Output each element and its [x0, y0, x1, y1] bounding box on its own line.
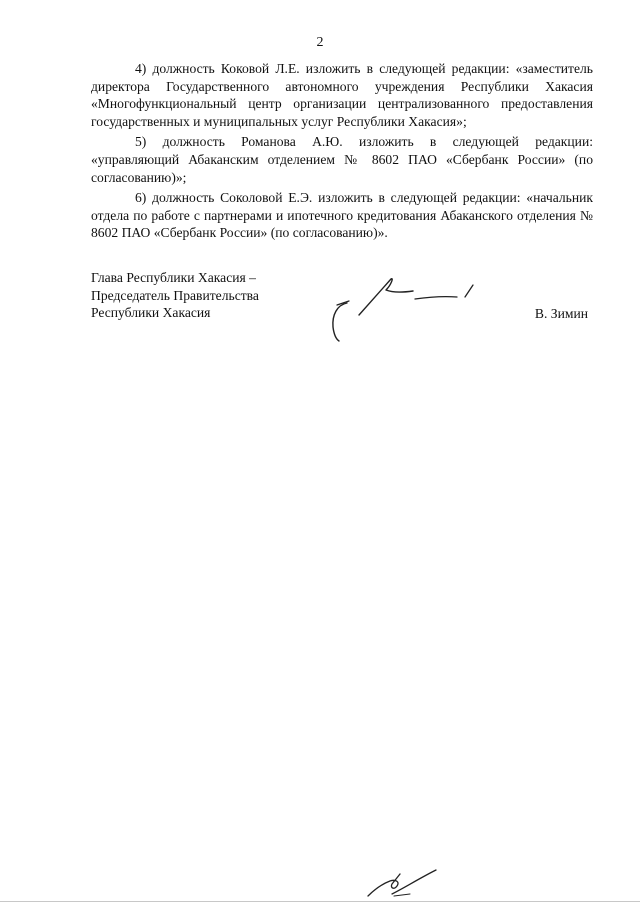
paragraph-item-6: 6) должность Соколовой Е.Э. изложить в следующей редакции: «начальник отдела по работе с партнерами и ипотечного кредитования Абаканского отделения № 8602 ПАО «Сбербанк России» (по согласованию)». [91, 190, 593, 241]
signer-name: В. Зимин [534, 306, 588, 321]
paragraph-item-5: 5) должность Романова А.Ю. изложить в следующей редакции: «управляющий Абаканским отделением № 8602 ПАО «Сбербанк России» (по согласованию)»; [91, 134, 593, 185]
signatory-title-line: Председатель Правительства [91, 287, 259, 303]
document-body [91, 60, 593, 242]
page-number: 2 [316, 35, 324, 50]
handwritten-signature [325, 275, 485, 347]
paragraph-item-4: 4) должность Коковой Л.Е. изложить в следующей редакции: «заместитель директора Государственного автономного учреждения Республики Хакасия «Многофункциональный центр организации централизованного предоставления государственных и муниципальных услуг Республики Хакасия»; [91, 61, 593, 129]
page-bottom-edge [0, 901, 640, 902]
signatory-title-line: Глава Республики Хакасия – [91, 270, 256, 285]
signatory-title-line: Республики Хакасия [91, 305, 211, 321]
initials-mark [364, 866, 444, 900]
signatory-title [91, 269, 259, 322]
